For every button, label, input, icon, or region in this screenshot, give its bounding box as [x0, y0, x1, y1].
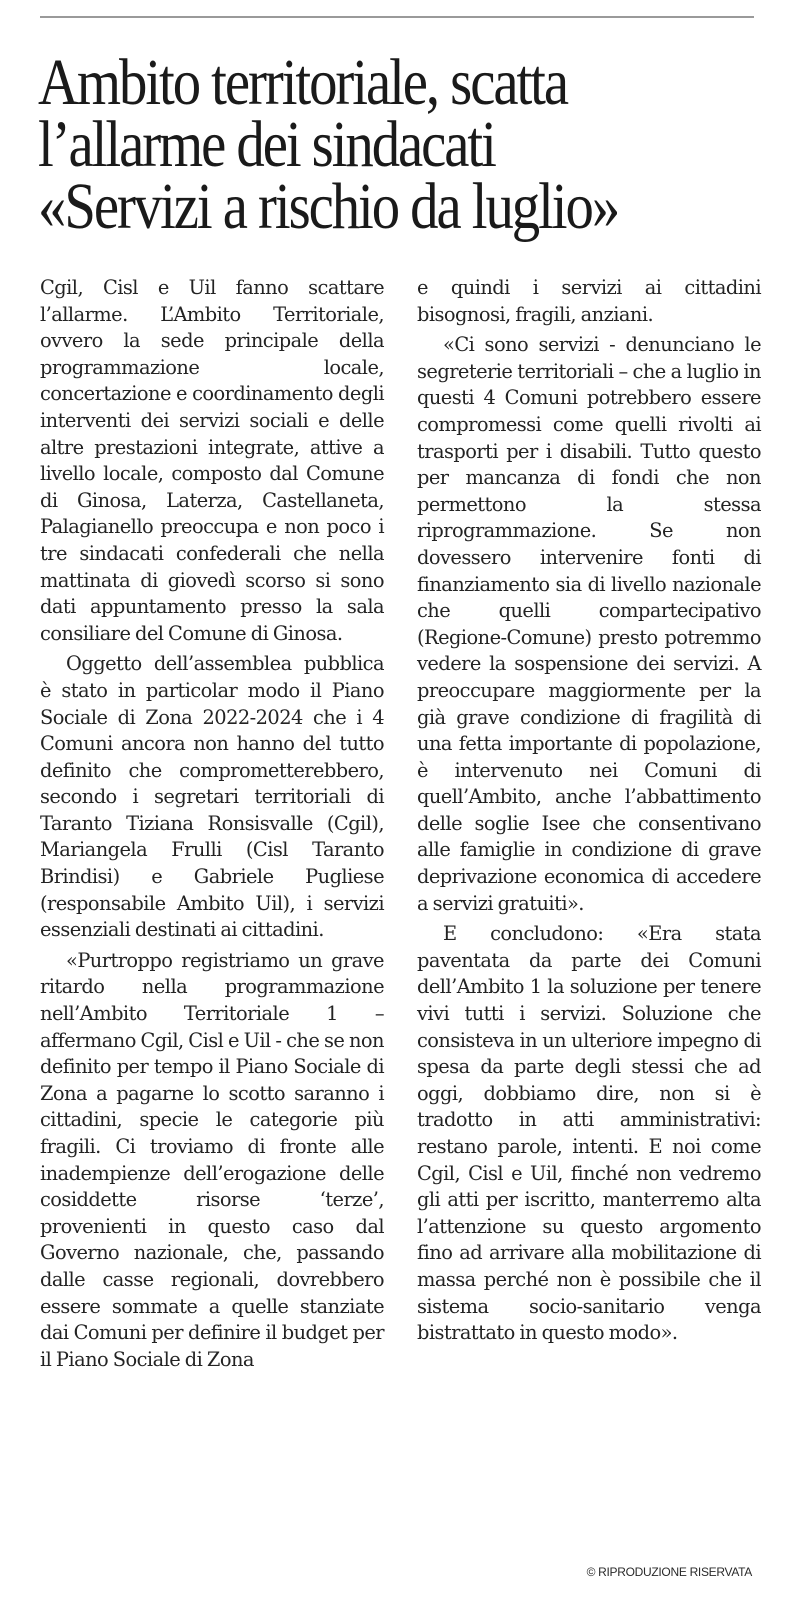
paragraph: e quindi i servizi ai cittadini bisognosi, fragili, anziani.: [417, 276, 761, 326]
copyright-label: RIPRODUZIONE RISERVATA: [598, 1565, 752, 1579]
headline-line: «Servizi a rischio da luglio»: [38, 170, 619, 243]
headline-line: Ambito territoriale, scatta: [38, 46, 568, 119]
copyright-notice: [587, 1565, 752, 1579]
copyright-icon: ©: [586, 1565, 596, 1579]
paragraph: «Ci sono servizi - denunciano le segreterie territoriali – che a luglio in questi 4 Comuni potrebbero essere compromessi come quelli rivolti ai trasporti per i disabili. Tutto questo per mancanza di fondi che non permettono la stessa riprogrammazione. Se non dovessero intervenire fonti di finanziamento sia di livello nazionale che quelli compartecipativo (Regione-Comune) presto potremmo vedere la sospensione dei servizi. A preoccupare maggiormente per la già grave condizione di fragilità di una fetta importante di popolazione, è intervenuto nei Comuni di quell’Ambito, anche l’abbattimento delle soglie Isee che consentivano alle famiglie in condizione di grave deprivazione economica di accedere a servizi gratuiti».: [417, 333, 761, 915]
article-column-left: [40, 275, 384, 1377]
paragraph: Cgil, Cisl e Uil fanno scattare l’allarme. L’Ambito Territoriale, ovvero la sede principale della programmazione locale, concertazione e coordinamento degli interventi dei servizi sociali e delle altre prestazioni integrate, attive a livello locale, composto dal Comune di Ginosa, Laterza, Castellaneta, Palagianello preoccupa e non poco i tre sindacati confederali che nella mattinata di giovedì scorso si sono dati appuntamento presso la sala consiliare del Comune di Ginosa.: [40, 276, 384, 645]
article-headline: [38, 46, 674, 243]
paragraph: Oggetto dell’assemblea pubblica è stato in particolar modo il Piano Sociale di Zona 2022-2024 che i 4 Comuni ancora non hanno del tutto definito che comprometterebbero, secondo i segretari territoriali di Taranto Tiziana Ronsisvalle (Cgil), Mariangela Frulli (Cisl Taranto Brindisi) e Gabriele Pugliese (responsabile Ambito Uil), i servizi essenziali destinati ai cittadini.: [40, 652, 384, 942]
article-column-right: [417, 275, 761, 1351]
headline-line: l’allarme dei sindacati: [38, 108, 495, 181]
paragraph: «Purtroppo registriamo un grave ritardo nella programmazione nell’Ambito Territoriale 1 – affermano Cgil, Cisl e Uil - che se non definito per tempo il Piano Sociale di Zona a pagarne lo scotto saranno i cittadini, specie le categorie più fragili. Ci troviamo di fronte alle inadempienze dell’erogazione delle cosiddette risorse ‘terze’, provenienti in questo caso dal Governo nazionale, che, passando dalle casse regionali, dovrebbero essere sommate a quelle stanziate dai Comuni per definire il budget per il Piano Sociale di Zona: [40, 948, 384, 1371]
top-divider: [40, 16, 754, 18]
paragraph: E concludono: «Era stata paventata da parte dei Comuni dell’Ambito 1 la soluzione per tenere vivi tutti i servizi. Soluzione che consisteva in un ulteriore impegno di spesa da parte degli stessi che ad oggi, dobbiamo dire, non si è tradotto in atti amministrativi: restano parole, intenti. E noi come Cgil, Cisl e Uil, finché non vedremo gli atti per iscritto, manterremo alta l’attenzione su questo argomento fino ad arrivare alla mobilitazione di massa perché non è possibile che il sistema socio-sanitario venga bistrattato in questo modo».: [417, 922, 761, 1345]
